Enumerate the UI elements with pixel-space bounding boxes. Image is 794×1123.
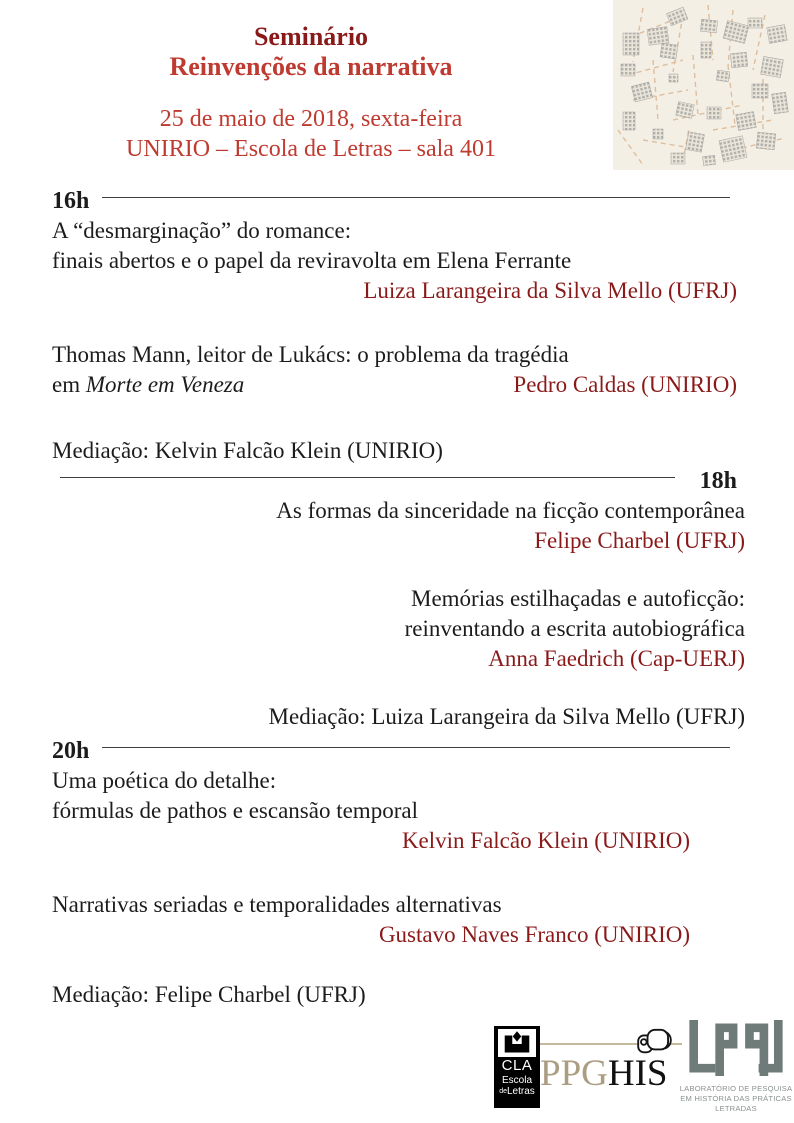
seminar-venue: UNIRIO – Escola de Letras – sala 401: [126, 136, 496, 162]
poster-header: [0, 0, 622, 164]
talk-desmarginacao: [52, 216, 745, 306]
talk-title-line: reinventando a escrita autobiográfica: [404, 616, 745, 641]
talk-title-line: finais abertos e o papel da reviravolta em Elena Ferrante: [52, 248, 572, 273]
session-time-16h: 16h: [52, 188, 90, 214]
session-18h-header: [52, 466, 745, 496]
cla-school-line2: [499, 1086, 535, 1097]
talk-speaker: Pedro Caldas (UNIRIO): [513, 372, 737, 397]
session-time-20h: 20h: [52, 738, 90, 764]
program: [0, 186, 794, 1010]
ppghis-rule-row: [540, 1028, 682, 1054]
talk-title-line: fórmulas de pathos e escansão temporal: [52, 798, 418, 823]
talk-title-line: A “desmarginação” do romance:: [52, 218, 352, 243]
session-time-18h: 18h: [699, 468, 737, 494]
talk-formas-sinceridade: [52, 496, 745, 556]
cla-school-letras: Letras: [507, 1086, 535, 1097]
cla-school-line1: Escola: [501, 1075, 532, 1086]
footer-logos: [0, 1020, 794, 1123]
seminar-title: Reinvenções da narrativa: [169, 52, 453, 81]
map-artwork-image: [613, 0, 794, 170]
talk-speaker: Gustavo Naves Franco (UNIRIO): [378, 922, 690, 947]
lppl-caption: [678, 1084, 794, 1114]
talk-title-fragment: [52, 370, 244, 400]
mediation-18h: Mediação: Luiza Larangeira da Silva Mello (UFRJ): [268, 704, 745, 729]
lppl-caption-line: LABORATÓRIO DE PESQUISA: [679, 1084, 793, 1093]
talk-title-line: Thomas Mann, leitor de Lukács: o problema da tragédia: [52, 342, 569, 367]
lppl-caption-line: LETRADAS: [715, 1104, 757, 1113]
talk-title-line: Memórias estilhaçadas e autoficção:: [411, 586, 745, 611]
talk-memorias: [52, 584, 745, 674]
cla-escola-de-letras-logo: [494, 1026, 540, 1108]
header-spacer: [0, 82, 622, 104]
book-title: Morte em Veneza: [85, 372, 245, 397]
session-18h: [52, 466, 745, 732]
talk-speaker: Kelvin Falcão Klein (UNIRIO): [401, 828, 690, 853]
ppghis-logo: [540, 1028, 682, 1094]
talk-poetica-detalhe: [52, 766, 745, 856]
talk-speaker: Luiza Larangeira da Silva Mello (UFRJ): [363, 278, 737, 303]
lppl-mark-icon: [686, 1020, 786, 1076]
seminar-date: 25 de maio de 2018, sexta-feira: [159, 106, 463, 132]
ppg-part: PPG: [540, 1053, 608, 1094]
talk-narrativas-seriadas: [52, 890, 745, 950]
scroll-icon: [634, 1028, 676, 1061]
title-prefix: em: [52, 372, 86, 397]
talk-title-line: Uma poética do detalhe:: [52, 768, 277, 793]
unirio-symbol-icon: [498, 1029, 536, 1057]
section-divider-line: [102, 197, 730, 198]
talk-title-line: Narrativas seriadas e temporalidades alternativas: [52, 892, 502, 917]
lppl-logo: [678, 1020, 794, 1114]
session-16h-header: [52, 186, 745, 216]
talk-speaker: Anna Faedrich (Cap-UERJ): [488, 646, 745, 671]
his-part: HIS: [607, 1053, 668, 1094]
session-20h-header: [52, 736, 745, 766]
talk-thomas-mann: [52, 340, 745, 400]
session-20h: [52, 736, 745, 1010]
seminar-label: Seminário: [253, 22, 369, 51]
talk-title-line-with-speaker: [52, 370, 745, 400]
section-divider-line: [60, 477, 675, 478]
lppl-caption-line: EM HISTÓRIA DAS PRÁTICAS: [680, 1094, 792, 1103]
talk-title-line: As formas da sinceridade na ficção contemporânea: [276, 498, 745, 523]
cla-school-de: de: [499, 1088, 507, 1095]
section-divider-line: [102, 747, 730, 748]
session-16h: [52, 186, 745, 466]
mediation-16h: Mediação: Kelvin Falcão Klein (UNIRIO): [52, 438, 443, 463]
map-illustration: [613, 0, 794, 170]
mediation-20h: Mediação: Felipe Charbel (UFRJ): [52, 982, 366, 1007]
talk-speaker: Felipe Charbel (UFRJ): [534, 528, 745, 553]
cla-acronym: CLA: [501, 1057, 533, 1074]
